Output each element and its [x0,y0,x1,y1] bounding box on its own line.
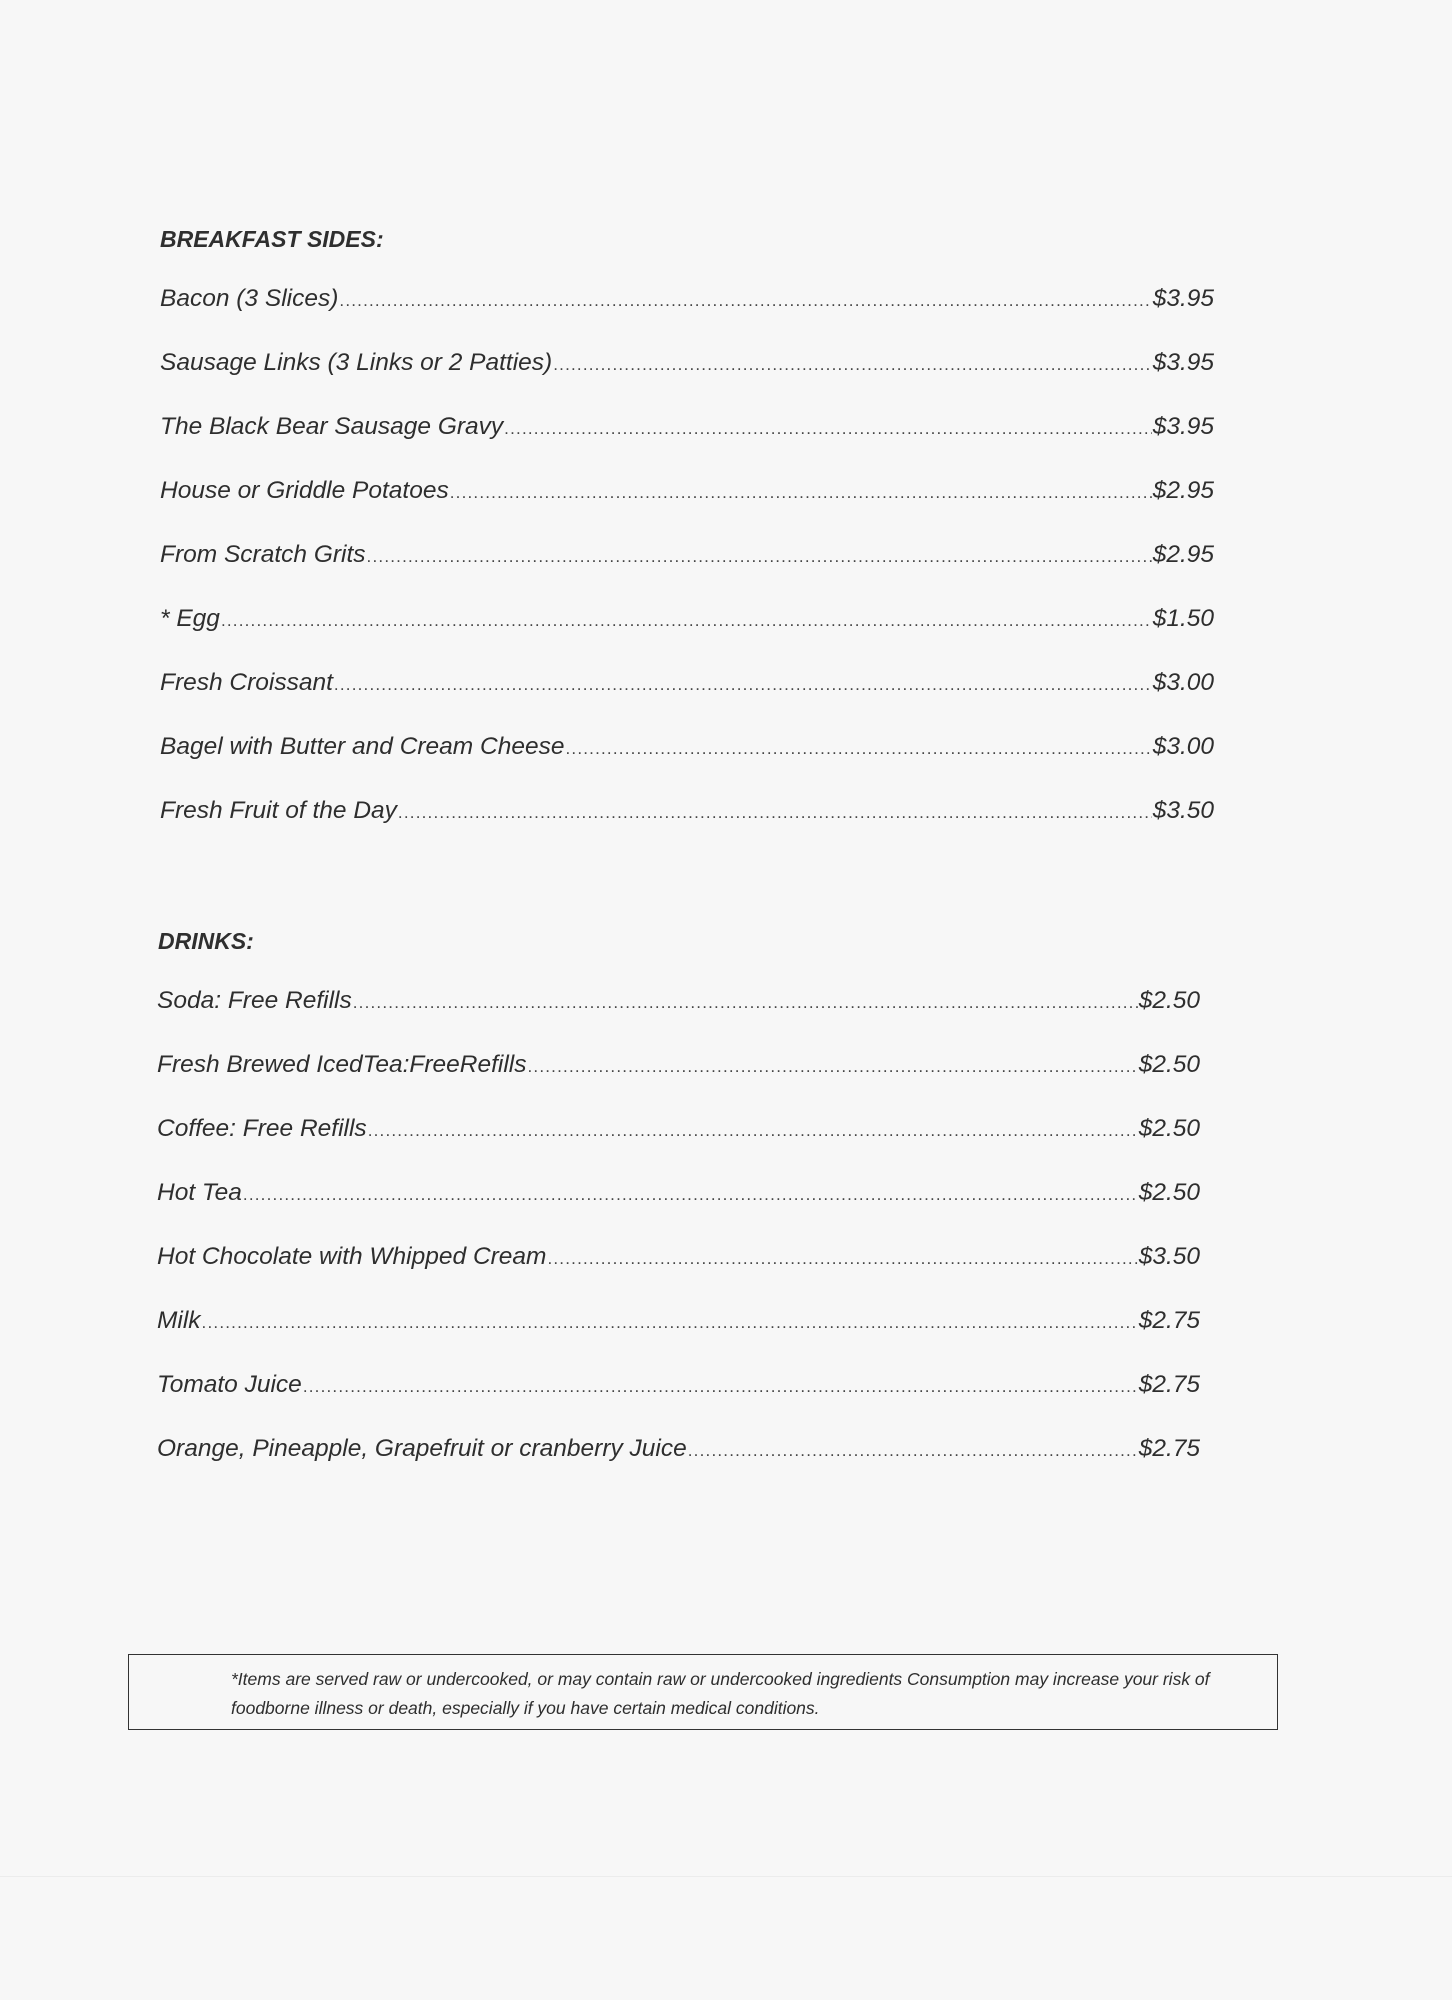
dot-leader [527,1057,1137,1077]
dot-leader [450,483,1152,503]
item-name: Fresh Croissant [160,669,333,696]
item-name: The Black Bear Sausage Gravy [160,413,504,440]
dot-leader [303,1377,1138,1397]
item-name: Hot Chocolate with Whipped Cream [157,1243,547,1270]
item-name: Milk [157,1307,201,1334]
item-price: $3.95 [1152,413,1214,440]
drink-item [157,1115,1200,1179]
breakfast-side-item [160,413,1214,477]
item-price: $3.50 [1152,797,1214,824]
item-name: Fresh Fruit of the Day [160,797,397,824]
dot-leader [243,1185,1138,1205]
drink-item [157,987,1200,1051]
dot-leader [688,1441,1138,1461]
dot-leader [398,803,1152,823]
item-price: $3.95 [1152,285,1214,312]
dot-leader [339,291,1151,311]
item-price: $2.95 [1152,477,1214,504]
drink-item [157,1435,1200,1499]
drinks-list [157,987,1200,1499]
breakfast-sides-heading: BREAKFAST SIDES: [160,226,384,252]
item-price: $3.00 [1152,669,1214,696]
item-price: $2.75 [1138,1371,1200,1398]
breakfast-side-item [160,797,1214,861]
breakfast-side-item [160,541,1214,605]
item-price: $1.50 [1152,605,1214,632]
breakfast-side-item [160,477,1214,541]
disclaimer-text: *Items are served raw or undercooked, or may contain raw or undercooked ingredients Consumption may increase your risk of foodborne illness or death, especially if you have certain medical conditions. [231,1669,1210,1718]
dot-leader [202,1313,1138,1333]
breakfast-side-item [160,285,1214,349]
drink-item [157,1179,1200,1243]
item-price: $2.50 [1138,1051,1200,1078]
item-name: Bacon (3 Slices) [160,285,339,312]
item-name: Bagel with Butter and Cream Cheese [160,733,565,760]
item-name: Sausage Links (3 Links or 2 Patties) [160,349,553,376]
drink-item [157,1051,1200,1115]
dot-leader [547,1249,1137,1269]
item-name: Coffee: Free Refills [157,1115,367,1142]
item-price: $3.50 [1138,1243,1200,1270]
item-name: House or Griddle Potatoes [160,477,449,504]
item-name: Tomato Juice [157,1371,302,1398]
item-price: $2.50 [1138,1179,1200,1206]
item-price: $2.50 [1138,1115,1200,1142]
breakfast-sides-list [160,285,1214,861]
dot-leader [334,675,1152,695]
item-price: $2.75 [1138,1307,1200,1334]
drink-item [157,1371,1200,1435]
breakfast-side-item [160,605,1214,669]
breakfast-side-item [160,669,1214,733]
item-name: Orange, Pineapple, Grapefruit or cranberry Juice [157,1435,687,1462]
item-name: Hot Tea [157,1179,242,1206]
drinks-heading: DRINKS: [158,928,254,954]
drink-item [157,1307,1200,1371]
breakfast-side-item [160,733,1214,797]
item-name: Soda: Free Refills [157,987,352,1014]
dot-leader [353,993,1138,1013]
item-name: Fresh Brewed IcedTea:FreeRefills [157,1051,527,1078]
scan-edge-divider [0,1876,1452,1877]
breakfast-side-item [160,349,1214,413]
dot-leader [553,355,1151,375]
item-price: $2.50 [1138,987,1200,1014]
dot-leader [504,419,1152,439]
item-price: $3.95 [1152,349,1214,376]
item-price: $2.95 [1152,541,1214,568]
disclaimer-box [128,1654,1278,1730]
item-price: $2.75 [1138,1435,1200,1462]
dot-leader [565,739,1151,759]
dot-leader [368,1121,1138,1141]
dot-leader [367,547,1152,567]
drink-item [157,1243,1200,1307]
dot-leader [221,611,1152,631]
item-name: From Scratch Grits [160,541,366,568]
item-price: $3.00 [1152,733,1214,760]
item-name: * Egg [160,605,220,632]
